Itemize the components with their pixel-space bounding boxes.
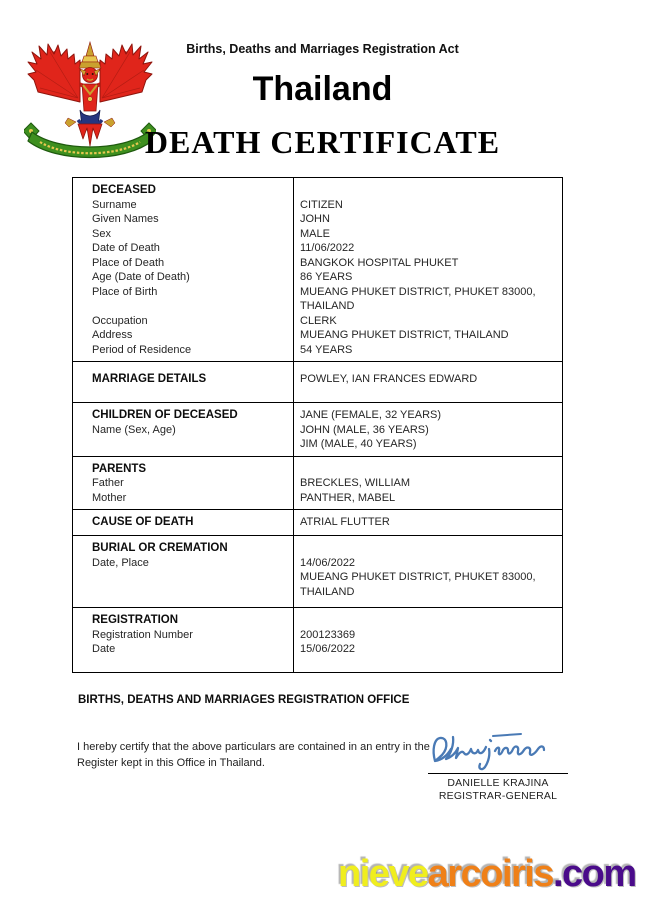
field-value: MUEANG PHUKET DISTRICT, PHUKET 83000,	[300, 571, 536, 583]
table-row	[73, 456, 562, 510]
label-cell	[73, 403, 294, 456]
field-value: JIM (MALE, 40 YEARS)	[300, 438, 417, 450]
field-value: 11/06/2022	[300, 242, 355, 254]
registrar-name: DANIELLE KRAJINA	[447, 777, 549, 789]
field-value: 200123369	[300, 628, 356, 641]
field-value: JANE (FEMALE, 32 YEARS)	[300, 409, 442, 421]
section-header: CAUSE OF DEATH	[92, 516, 194, 528]
label-cell	[73, 457, 294, 510]
field-value: 14/06/2022	[300, 556, 356, 569]
value-cell	[294, 510, 562, 535]
table-row	[73, 402, 562, 456]
table-row	[73, 361, 562, 402]
field-value: POWLEY, IAN FRANCES EDWARD	[300, 373, 478, 385]
field-value: 86 YEARS	[300, 271, 353, 283]
field-value: BANGKOK HOSPITAL PHUKET	[300, 256, 459, 269]
field-value: MALE	[300, 227, 330, 240]
field-label: Period of Residence	[92, 343, 192, 356]
section-header: CHILDREN OF DECEASED	[92, 409, 238, 421]
section-header: PARENTS	[92, 462, 147, 475]
certification-statement: I hereby certify that the above particulars are contained in an entry in the Register kept in this Office in Thailand.	[77, 741, 430, 769]
value-cell	[294, 608, 562, 672]
field-value: ATRIAL FLUTTER	[300, 516, 390, 528]
value-cell	[294, 362, 562, 402]
field-value: 15/06/2022	[300, 643, 356, 655]
field-label: Place of Birth	[92, 285, 158, 298]
table-row	[73, 509, 562, 535]
field-label: Date	[92, 643, 116, 655]
act-title: Births, Deaths and Marriages Registration Act	[186, 42, 459, 56]
office-title: BIRTHS, DEATHS AND MARRIAGES REGISTRATION OFFICE	[78, 694, 410, 706]
section-header: MARRIAGE DETAILS	[92, 373, 207, 385]
watermark-part-arcoiris: arcoiris	[427, 853, 553, 895]
field-value	[300, 541, 556, 556]
watermark-part-com: .com	[552, 853, 636, 895]
field-label: Occupation	[92, 314, 148, 327]
watermark-logo	[338, 853, 636, 896]
table-row	[73, 607, 562, 672]
field-value	[300, 462, 556, 477]
table-row	[73, 178, 562, 361]
field-label: Age (Date of Death)	[92, 271, 190, 283]
table-row	[73, 535, 562, 607]
country-title: Thailand	[252, 70, 393, 108]
registrar-title: REGISTRAR-GENERAL	[438, 790, 558, 802]
field-label: Surname	[92, 198, 137, 211]
field-value: MUEANG PHUKET DISTRICT, THAILAND	[300, 329, 509, 341]
field-value: THAILAND	[300, 300, 355, 312]
label-cell	[73, 536, 294, 607]
value-cell	[294, 178, 562, 361]
document-title: DEATH CERTIFICATE	[144, 124, 501, 160]
section-header: REGISTRATION	[92, 614, 179, 626]
field-value	[300, 613, 556, 628]
value-cell	[294, 457, 562, 510]
field-value: BRECKLES, WILLIAM	[300, 477, 411, 489]
signature-ink	[423, 728, 573, 772]
section-header: DECEASED	[92, 184, 156, 196]
field-label: Date, Place	[92, 556, 149, 569]
field-label: Address	[92, 329, 133, 341]
field-value: MUEANG PHUKET DISTRICT, PHUKET 83000,	[300, 285, 536, 298]
field-label	[92, 299, 287, 314]
field-value: 54 YEARS	[300, 343, 353, 356]
field-value: JOHN (MALE, 36 YEARS)	[300, 423, 429, 436]
certificate-table	[72, 177, 563, 673]
field-label: Mother	[92, 491, 127, 504]
field-label: Given Names	[92, 213, 159, 225]
section-header: BURIAL OR CREMATION	[92, 542, 228, 554]
field-label: Father	[92, 477, 124, 489]
field-value	[300, 183, 556, 198]
value-cell	[294, 403, 562, 456]
watermark-part-nieve: nieve	[338, 853, 428, 895]
field-value: CLERK	[300, 314, 337, 327]
label-cell	[73, 608, 294, 672]
field-label: Date of Death	[92, 242, 160, 254]
field-label: Sex	[92, 227, 111, 240]
field-label: Place of Death	[92, 256, 165, 269]
label-cell	[73, 178, 294, 361]
value-cell	[294, 536, 562, 607]
label-cell	[73, 362, 294, 402]
field-value: PANTHER, MABEL	[300, 491, 396, 504]
signature-block	[413, 728, 583, 803]
signature-line	[428, 773, 568, 774]
field-value: CITIZEN	[300, 198, 343, 211]
field-value: JOHN	[300, 213, 330, 225]
label-cell	[73, 510, 294, 535]
field-label: Registration Number	[92, 628, 193, 641]
field-value: THAILAND	[300, 585, 355, 598]
field-label: Name (Sex, Age)	[92, 423, 176, 436]
